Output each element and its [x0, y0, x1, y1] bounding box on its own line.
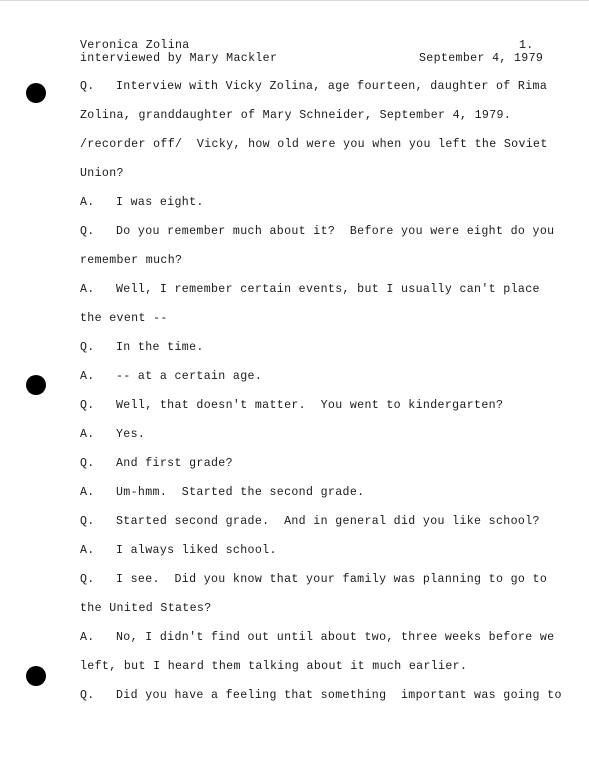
binder-hole-middle: [26, 375, 46, 395]
transcript-line: [80, 80, 547, 94]
line-text: -- at a certain age.: [116, 370, 263, 383]
line-text: And first grade?: [116, 457, 233, 470]
line-text: Union?: [80, 167, 124, 180]
line-text: Do you remember much about it? Before you were eight do you: [116, 225, 555, 238]
transcript-line: [80, 138, 548, 152]
speaker-label: Q.: [80, 573, 95, 586]
line-text: the event --: [80, 312, 168, 325]
transcript-line: [80, 341, 204, 355]
speaker-label: A.: [80, 486, 95, 499]
line-text: left, but I heard them talking about it much earlier.: [80, 660, 468, 673]
transcript-line: [80, 370, 262, 384]
speaker-label: A.: [80, 370, 95, 383]
line-text: Um-hmm. Started the second grade.: [116, 486, 365, 499]
transcript-line: [80, 399, 503, 413]
speaker-label: A.: [80, 196, 95, 209]
speaker-label: Q.: [80, 225, 95, 238]
page-number: 1.: [519, 39, 534, 52]
line-text: the United States?: [80, 602, 212, 615]
line-text: Well, that doesn't matter. You went to kindergarten?: [116, 399, 504, 412]
transcript-line: [80, 283, 540, 297]
transcript-line: [80, 486, 364, 500]
speaker-label: Q.: [80, 515, 95, 528]
transcript-line: [80, 544, 277, 558]
binder-hole-bottom: [26, 666, 46, 686]
transcript-line: [80, 631, 554, 645]
speaker-label: Q.: [80, 399, 95, 412]
narrator-name: Veronica Zolina: [80, 39, 190, 52]
transcript-line: [80, 573, 547, 587]
speaker-label: A.: [80, 283, 95, 296]
speaker-label: Q.: [80, 457, 95, 470]
transcript-line: [80, 660, 467, 674]
transcript-line: [80, 689, 562, 703]
transcript-line: [80, 457, 233, 471]
speaker-label: A.: [80, 631, 95, 644]
speaker-label: A.: [80, 428, 95, 441]
binder-hole-top: [26, 83, 46, 103]
transcript-line: [80, 254, 182, 268]
speaker-label: Q.: [80, 341, 95, 354]
line-text: remember much?: [80, 254, 183, 267]
speaker-label: Q.: [80, 80, 95, 93]
line-text: I was eight.: [116, 196, 204, 209]
line-text: Zolina, granddaughter of Mary Schneider, September 4, 1979.: [80, 109, 512, 122]
interviewer-line: interviewed by Mary Mackler: [80, 52, 278, 65]
transcript-line: [80, 225, 554, 239]
line-text: Yes.: [116, 428, 146, 441]
speaker-label: A.: [80, 544, 95, 557]
page-edge: [0, 0, 589, 1]
line-text: /recorder off/ Vicky, how old were you when you left the Soviet: [80, 138, 548, 151]
transcript-line: [80, 167, 124, 181]
line-text: Started second grade. And in general did you like school?: [116, 515, 540, 528]
line-text: No, I didn't find out until about two, three weeks before we: [116, 631, 555, 644]
interview-date: September 4, 1979: [419, 52, 544, 65]
line-text: In the time.: [116, 341, 204, 354]
line-text: I always liked school.: [116, 544, 277, 557]
line-text: I see. Did you know that your family was planning to go to: [116, 573, 548, 586]
line-text: Interview with Vicky Zolina, age fourteen, daughter of Rima: [116, 80, 548, 93]
transcript-line: [80, 515, 540, 529]
line-text: Did you have a feeling that something important was going to: [116, 689, 562, 702]
transcript-line: [80, 196, 204, 210]
transcript-line: [80, 602, 212, 616]
transcript-line: [80, 428, 145, 442]
transcript-line: [80, 312, 168, 326]
transcript-line: [80, 109, 511, 123]
line-text: Well, I remember certain events, but I usually can't place: [116, 283, 540, 296]
speaker-label: Q.: [80, 689, 95, 702]
